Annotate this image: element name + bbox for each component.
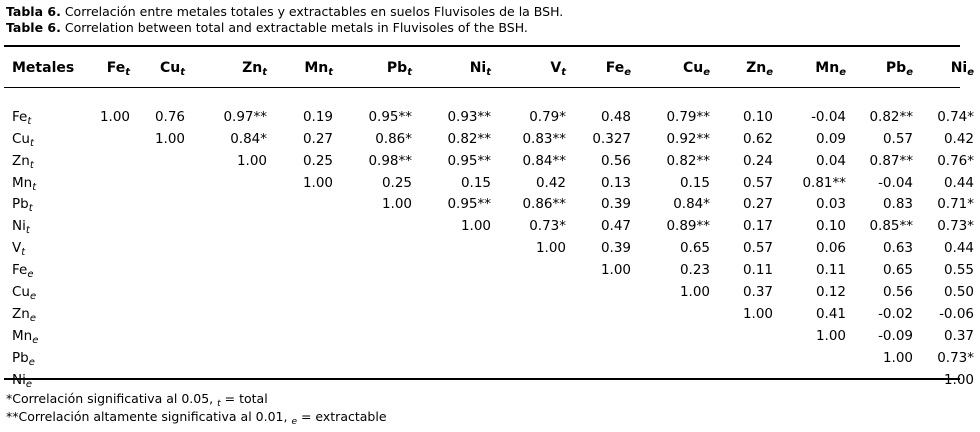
table-cell: 0.11 [742, 262, 773, 279]
row-label: $Fe_t$ [12, 108, 32, 127]
table-cell: 0.74* [937, 108, 974, 125]
table-cell [418, 237, 497, 259]
table-cell: 1.00 [535, 240, 566, 257]
table-cell [74, 325, 136, 347]
table-cell: 0.84* [230, 130, 267, 147]
table-cell: 0.04 [815, 152, 846, 169]
table-cell [572, 303, 637, 325]
table-cell [191, 237, 273, 259]
table-cell: 0.27 [302, 130, 333, 147]
row-label: $V_t$ [12, 240, 26, 259]
table-cell: 0.79** [666, 108, 710, 125]
table-cell [716, 325, 779, 347]
table-cell: -0.06 [939, 305, 974, 322]
header-col-cu-t: $Cu_t$ [159, 60, 185, 78]
header-metales: Metales [12, 60, 75, 76]
table-cell [74, 259, 136, 281]
table-cell [136, 369, 191, 391]
table-row-mn-t [4, 172, 980, 194]
table-cell [716, 369, 779, 391]
table-cell: 0.13 [600, 174, 631, 191]
header-col-ni-e: $Ni_e$ [950, 60, 974, 78]
table-cell: 0.83 [882, 196, 913, 213]
table-cell [191, 259, 273, 281]
table-cell: 0.39 [600, 240, 631, 257]
table-cell [136, 150, 191, 172]
table-cell: 0.93** [447, 108, 491, 125]
table-cell: 0.62 [742, 130, 773, 147]
table-cell [74, 215, 136, 237]
table-cell [339, 215, 418, 237]
table-cell: 0.23 [679, 262, 710, 279]
table-cell [273, 237, 339, 259]
table-cell: 0.97** [223, 108, 267, 125]
table-cell: -0.04 [811, 108, 846, 125]
row-label: $Ni_e$ [12, 371, 33, 390]
table-cell [418, 303, 497, 325]
table-cell [418, 325, 497, 347]
table-cell [191, 325, 273, 347]
table-cell [572, 347, 637, 369]
table-cell [637, 325, 716, 347]
table-row-ni-t [4, 215, 980, 237]
table-cell: 0.39 [600, 196, 631, 213]
table-cell: 0.86** [522, 196, 566, 213]
header-col-ni-t: $Ni_t$ [469, 60, 491, 78]
table-cell: 0.95** [368, 108, 412, 125]
table-cell: 1.00 [460, 218, 491, 235]
caption-spanish-text: Correlación entre metales totales y extractables en suelos Fluvisoles de la BSH. [64, 4, 564, 19]
table-cell [637, 347, 716, 369]
table-cell [74, 281, 136, 303]
table-cell [273, 193, 339, 215]
table-cell [191, 215, 273, 237]
table-row-cu-t [4, 128, 980, 150]
table-cell [136, 259, 191, 281]
row-label: $Fe_e$ [12, 262, 34, 281]
table-cell: 0.73* [937, 349, 974, 366]
header-col-v-t: $V_t$ [550, 60, 566, 78]
table-cell: 0.86* [375, 130, 412, 147]
table-cell: 0.57 [882, 130, 913, 147]
table-cell: -0.02 [878, 305, 913, 322]
table-cell: 1.00 [99, 108, 130, 125]
table-cell [74, 303, 136, 325]
body-spacer [4, 84, 980, 106]
table-cell [572, 369, 637, 391]
table-cell [497, 281, 572, 303]
table-cell: 0.11 [815, 262, 846, 279]
table-caption [6, 4, 563, 35]
header-col-cu-e: $Cu_e$ [682, 60, 710, 78]
table-cell: 0.03 [815, 196, 846, 213]
table-cell [339, 259, 418, 281]
table-cell [418, 259, 497, 281]
header-col-pb-e: $Pb_e$ [885, 60, 913, 78]
table-cell [136, 347, 191, 369]
table-cell [74, 128, 136, 150]
table-cell [497, 369, 572, 391]
table-cell [418, 347, 497, 369]
header-col-zn-t: $Zn_t$ [242, 60, 267, 78]
table-cell: 0.79* [529, 108, 566, 125]
table-cell: 0.82** [869, 108, 913, 125]
table-row-pb-e [4, 347, 980, 369]
table-cell: 0.82** [666, 152, 710, 169]
row-label: $Zn_t$ [12, 152, 34, 171]
table-cell: 1.00 [815, 327, 846, 344]
table-cell: 1.00 [679, 283, 710, 300]
row-label: $Cu_t$ [12, 130, 34, 149]
table-cell: 0.63 [882, 240, 913, 257]
table-cell: 0.73* [529, 218, 566, 235]
table-body [4, 84, 980, 390]
table-cell: -0.04 [878, 174, 913, 191]
table-cell: 0.57 [742, 240, 773, 257]
table-cell: 0.83** [522, 130, 566, 147]
table-cell [74, 150, 136, 172]
table-cell: 1.00 [154, 130, 185, 147]
correlation-table [4, 52, 980, 390]
table-cell: 0.10 [742, 108, 773, 125]
table-cell: 0.76* [937, 152, 974, 169]
table-cell [191, 369, 273, 391]
table-cell [273, 369, 339, 391]
table-top-rule [4, 45, 960, 47]
table-cell: 0.09 [815, 130, 846, 147]
table-cell: 0.42 [535, 174, 566, 191]
table-cell: 0.41 [815, 305, 846, 322]
table-cell: 0.84* [673, 196, 710, 213]
table-cell: 0.25 [302, 152, 333, 169]
table-cell [273, 347, 339, 369]
footnote-highly-significant: **Correlación altamente significativa al 0.01, $_e$ = extractable [6, 409, 387, 427]
table-cell [273, 303, 339, 325]
table-cell: 1.00 [600, 262, 631, 279]
table-cell: 0.27 [742, 196, 773, 213]
table-cell [497, 259, 572, 281]
row-label: $Zn_e$ [12, 305, 36, 324]
table-cell: 0.82** [447, 130, 491, 147]
row-label: $Mn_e$ [12, 327, 39, 346]
table-cell: 0.06 [815, 240, 846, 257]
table-cell: 1.00 [742, 305, 773, 322]
table-cell: 0.12 [815, 283, 846, 300]
table-cell [572, 325, 637, 347]
header-col-zn-e: $Zn_e$ [746, 60, 773, 78]
table-cell: 1.00 [882, 349, 913, 366]
table-row-fe-e [4, 259, 980, 281]
table-cell [418, 281, 497, 303]
table-cell: 0.95** [447, 152, 491, 169]
table-cell: 0.44 [943, 240, 974, 257]
table-cell: 0.44 [943, 174, 974, 191]
table-cell [273, 215, 339, 237]
table-cell [136, 172, 191, 194]
table-cell: 0.65 [882, 262, 913, 279]
table-row-mn-e [4, 325, 980, 347]
row-label: $Cu_e$ [12, 283, 37, 302]
table-cell [136, 215, 191, 237]
table-row-zn-e [4, 303, 980, 325]
table-cell [339, 303, 418, 325]
table-cell [136, 193, 191, 215]
table-cell [497, 303, 572, 325]
table-cell: 0.84** [522, 152, 566, 169]
table-cell: 1.00 [302, 174, 333, 191]
table-cell: 0.327 [592, 130, 631, 147]
table-cell [136, 281, 191, 303]
table-row-cu-e [4, 281, 980, 303]
table-cell [191, 193, 273, 215]
table-cell [418, 369, 497, 391]
header-col-mn-e: $Mn_e$ [815, 60, 846, 78]
table-cell: 0.25 [381, 174, 412, 191]
table-cell: 0.95** [447, 196, 491, 213]
table-cell: 0.81** [802, 174, 846, 191]
table-cell [191, 281, 273, 303]
footnote-significant: *Correlación significativa al 0.05, $_t$ = total [6, 391, 268, 409]
table-cell [191, 172, 273, 194]
table-cell [191, 347, 273, 369]
table-cell [716, 347, 779, 369]
table-cell: 0.98** [368, 152, 412, 169]
table-footnotes [6, 390, 387, 426]
table-cell: 0.17 [742, 218, 773, 235]
caption-english-text: Correlation between total and extractable metals in Fluvisoles of the BSH. [64, 19, 528, 35]
table-cell [637, 303, 716, 325]
table-cell [74, 172, 136, 194]
table-cell: 0.42 [943, 130, 974, 147]
table-cell [852, 369, 919, 391]
table-cell: 0.92** [666, 130, 710, 147]
table-cell: 0.15 [679, 174, 710, 191]
header-col-fe-e: $Fe_e$ [605, 60, 631, 78]
caption-spanish [6, 4, 563, 20]
table-cell: 0.47 [600, 218, 631, 235]
table-cell: 0.71* [937, 196, 974, 213]
table-cell [273, 325, 339, 347]
table-cell: 0.56 [882, 283, 913, 300]
row-label: $Pb_e$ [12, 349, 35, 368]
table-cell [191, 303, 273, 325]
caption-english [6, 20, 563, 36]
table-cell [74, 347, 136, 369]
table-cell: 0.24 [742, 152, 773, 169]
table-cell [74, 369, 136, 391]
table-cell [497, 325, 572, 347]
header-col-pb-t: $Pb_t$ [386, 60, 412, 78]
table-cell: 1.00 [381, 196, 412, 213]
table-cell: 0.85** [869, 218, 913, 235]
table-row-fe-t [4, 106, 980, 128]
table-row-ni-e [4, 369, 980, 391]
table-row-v-t [4, 237, 980, 259]
table-cell: 0.57 [742, 174, 773, 191]
table-cell: 0.87** [869, 152, 913, 169]
table-cell [339, 325, 418, 347]
table-cell: 0.37 [943, 327, 974, 344]
table-cell: 0.10 [815, 218, 846, 235]
table-cell [273, 259, 339, 281]
table-cell: 1.00 [236, 152, 267, 169]
table-cell [637, 369, 716, 391]
table-cell [339, 237, 418, 259]
table-cell [273, 281, 339, 303]
table-cell [136, 325, 191, 347]
table-cell [572, 281, 637, 303]
header-col-fe-t: $Fe_t$ [106, 60, 130, 78]
table-cell [339, 347, 418, 369]
table-cell: -0.09 [878, 327, 913, 344]
table-cell [497, 347, 572, 369]
table-cell [136, 237, 191, 259]
table-cell [74, 237, 136, 259]
row-label: $Pb_t$ [12, 196, 33, 215]
caption-spanish-label: Tabla 6. [6, 4, 61, 19]
table-cell: 0.65 [679, 240, 710, 257]
header-row [4, 52, 980, 84]
table-cell [74, 193, 136, 215]
row-label: $Mn_t$ [12, 174, 37, 193]
table-cell: 1.00 [943, 371, 974, 388]
table-cell: 0.50 [943, 283, 974, 300]
row-label: $Ni_t$ [12, 218, 30, 237]
table-cell: 0.55 [943, 262, 974, 279]
table-cell: 0.19 [302, 108, 333, 125]
caption-english-label: Table 6. [6, 19, 61, 35]
table-cell: 0.76 [154, 108, 185, 125]
table-cell: 0.48 [600, 108, 631, 125]
table-cell [136, 303, 191, 325]
table-cell: 0.89** [666, 218, 710, 235]
table-cell: 0.56 [600, 152, 631, 169]
table-row-pb-t [4, 193, 980, 215]
table-cell: 0.73* [937, 218, 974, 235]
table-cell [339, 281, 418, 303]
table-row-zn-t [4, 150, 980, 172]
header-col-mn-t: $Mn_t$ [304, 60, 333, 78]
table-cell [339, 369, 418, 391]
table-cell: 0.37 [742, 283, 773, 300]
table-cell: 0.15 [460, 174, 491, 191]
table-cell [779, 369, 852, 391]
table-cell [779, 347, 852, 369]
